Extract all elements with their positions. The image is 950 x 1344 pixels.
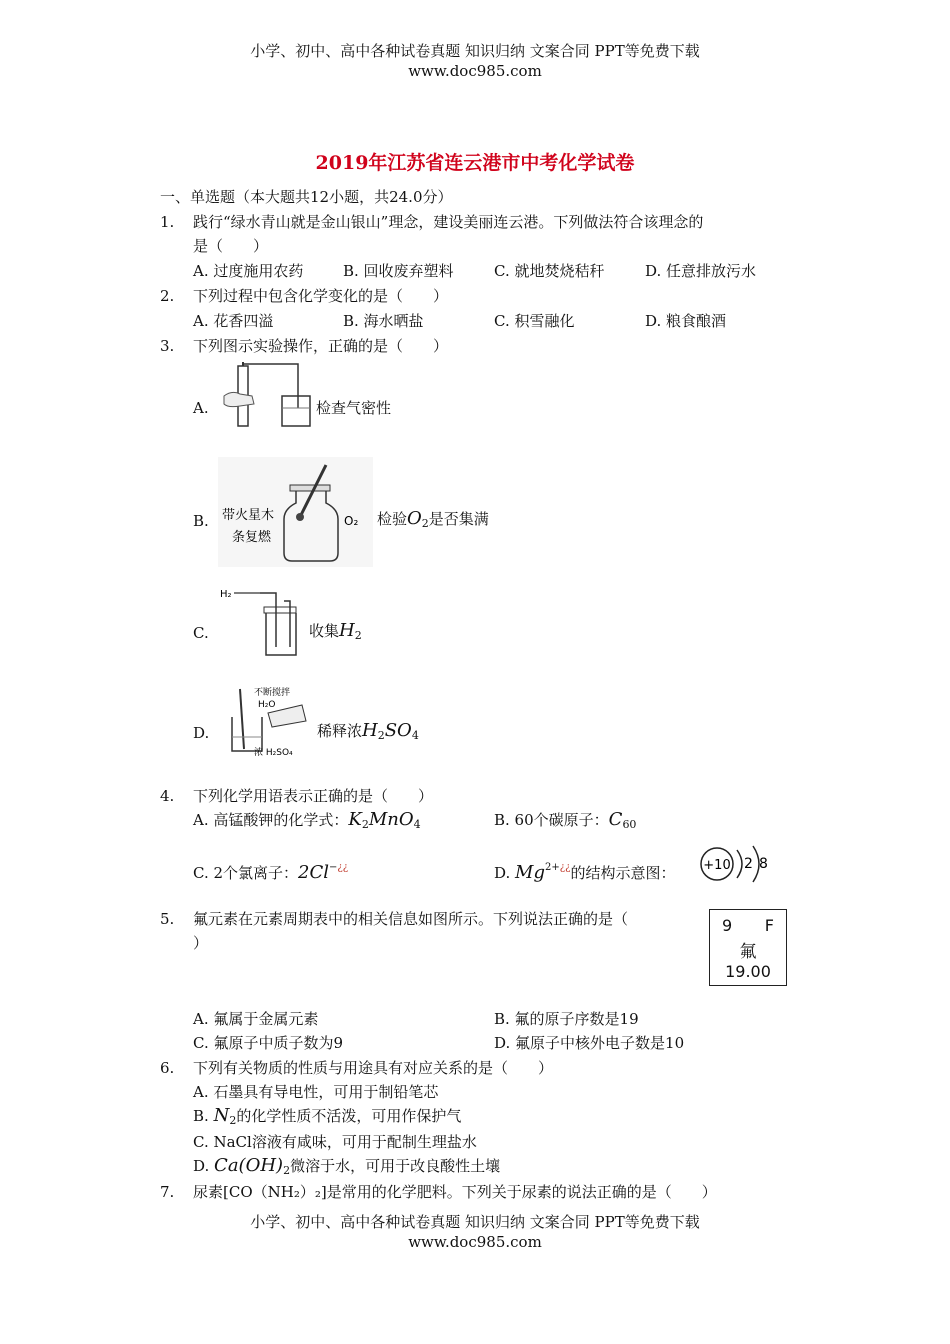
q3-option-a-label[interactable]: A. bbox=[193, 399, 209, 417]
q6-option-c[interactable]: C. NaCl溶液有咸味，可用于配制生理盐水 bbox=[193, 1133, 477, 1151]
q6-d-pre: D. bbox=[193, 1157, 210, 1175]
q7-stem: 尿素[CO（NH₂）₂]是常用的化学肥料。下列关于尿素的说法正确的是（ ） bbox=[193, 1183, 717, 1201]
fig-acid-label: 浓 H₂SO₄ bbox=[254, 748, 293, 758]
q6-option-b[interactable] bbox=[193, 1105, 461, 1132]
q6-stem: 下列有关物质的性质与用途具有对应关系的是（ ） bbox=[193, 1059, 554, 1077]
q4-a-s1: 2 bbox=[361, 818, 369, 831]
fig-label-2: 条复燃 bbox=[232, 530, 272, 545]
q6-d-s: 2 bbox=[283, 1164, 291, 1177]
q3-option-b-label[interactable]: B. bbox=[193, 512, 209, 530]
q4-c-junk: ¿¿ bbox=[337, 862, 349, 873]
q6-b-post: 的化学性质不活泼，可用作保护气 bbox=[236, 1107, 462, 1125]
q3-option-b-text bbox=[377, 508, 489, 535]
q4-option-b[interactable] bbox=[494, 809, 636, 836]
periodic-table-tile bbox=[709, 909, 787, 986]
q3-option-d-label[interactable]: D. bbox=[193, 724, 210, 742]
q2-option-c[interactable]: C. 积雪融化 bbox=[494, 312, 575, 330]
gas-collection-figure bbox=[218, 585, 303, 657]
q4-option-a[interactable] bbox=[193, 809, 421, 836]
q4-d-pre: D. bbox=[494, 864, 511, 882]
fig-stir-label: 不断搅拌 bbox=[254, 688, 291, 698]
q1-option-c[interactable]: C. 就地焚烧秸秆 bbox=[494, 262, 605, 280]
q3-option-d-text bbox=[317, 720, 419, 747]
q2-number: 2. bbox=[160, 287, 175, 305]
q6-option-a[interactable]: A. 石墨具有导电性，可用于制铅笔芯 bbox=[193, 1083, 439, 1101]
q3-option-c-label[interactable]: C. bbox=[193, 624, 209, 642]
dilution-figure bbox=[218, 685, 318, 760]
q6-b-pre: B. bbox=[193, 1107, 209, 1125]
atomic-structure-diagram bbox=[697, 838, 775, 890]
q5-stem: 氟元素在元素周期表中的相关信息如图所示。下列说法正确的是（ bbox=[193, 910, 629, 928]
section-heading: 一、单选题（本大题共12小题，共24.0分） bbox=[160, 188, 453, 206]
fig-label-1: 带火星木 bbox=[222, 508, 275, 523]
q3-stem: 下列图示实验操作，正确的是（ ） bbox=[193, 337, 449, 355]
q3-b-text-post: 是否集满 bbox=[428, 510, 489, 528]
airtightness-apparatus-figure bbox=[218, 360, 313, 430]
q6-option-d[interactable] bbox=[193, 1155, 500, 1182]
q5-option-c[interactable]: C. 氟原子中质子数为9 bbox=[193, 1034, 344, 1052]
q3-b-text-pre: 检验 bbox=[377, 510, 408, 528]
q1-option-b[interactable]: B. 回收废弃塑料 bbox=[343, 262, 454, 280]
oxygen-bottle-figure bbox=[218, 457, 373, 567]
fig-h2-label: H₂ bbox=[220, 589, 232, 600]
q5-number: 5. bbox=[160, 910, 175, 928]
fig-water-label: H₂O bbox=[258, 700, 276, 710]
q3-c-sub: 2 bbox=[354, 629, 362, 642]
q4-b-f: C bbox=[608, 809, 623, 830]
q3-d-s1: 2 bbox=[377, 729, 385, 742]
q2-option-b[interactable]: B. 海水晒盐 bbox=[343, 312, 424, 330]
header-line-1: 小学、初中、高中各种试卷真题 知识归纳 文案合同 PPT等免费下载 bbox=[250, 42, 700, 60]
q6-d-post: 微溶于水，可用于改良酸性土壤 bbox=[290, 1157, 501, 1175]
q4-a-f1: K bbox=[348, 809, 362, 830]
nucleus-charge: +10 bbox=[703, 858, 731, 873]
q4-c-text: C. 2个氯离子： bbox=[193, 864, 299, 882]
q4-option-d[interactable] bbox=[494, 857, 676, 884]
q4-d-post: 的结构示意图： bbox=[570, 864, 676, 882]
q4-d-f: Mg bbox=[515, 862, 545, 883]
q6-number: 6. bbox=[160, 1059, 175, 1077]
q4-number: 4. bbox=[160, 787, 175, 805]
fig-gas-label: O₂ bbox=[344, 514, 359, 528]
q3-b-sub: 2 bbox=[421, 517, 429, 530]
q4-a-s2: 4 bbox=[413, 818, 421, 831]
atomic-number: 9 bbox=[722, 916, 733, 935]
q4-d-sup: 2+ bbox=[545, 862, 560, 873]
q3-d-f2: SO bbox=[384, 720, 412, 741]
q3-number: 3. bbox=[160, 337, 175, 355]
q1-stem: 践行“绿水青山就是金山银山”理念，建设美丽连云港。下列做法符合该理念的 bbox=[193, 213, 704, 231]
q2-option-a[interactable]: A. 花香四溢 bbox=[193, 312, 274, 330]
header-line-2[interactable]: www.doc985.com bbox=[408, 62, 542, 80]
q2-stem: 下列过程中包含化学变化的是（ ） bbox=[193, 287, 449, 305]
q3-d-f1: H bbox=[362, 720, 378, 741]
footer-line-2[interactable]: www.doc985.com bbox=[408, 1233, 542, 1251]
q1-stem-cont: 是（ ） bbox=[193, 237, 269, 255]
q4-c-f: 2Cl bbox=[298, 862, 330, 883]
q3-b-formula: O bbox=[407, 508, 422, 529]
atomic-mass: 19.00 bbox=[725, 962, 771, 981]
q4-b-text: B. 60个碳原子： bbox=[494, 811, 609, 829]
element-name: 氟 bbox=[739, 942, 757, 962]
q3-c-formula: H bbox=[339, 620, 355, 641]
q6-b-s: 2 bbox=[229, 1114, 237, 1127]
q4-a-f2: MnO bbox=[368, 809, 414, 830]
q1-option-d[interactable]: D. 任意排放污水 bbox=[645, 262, 757, 280]
q3-option-a-text: 检查气密性 bbox=[316, 399, 392, 417]
q3-option-c-text bbox=[309, 620, 362, 647]
element-symbol: F bbox=[764, 916, 774, 935]
shell-1-electrons: 2 bbox=[744, 856, 753, 872]
q4-stem: 下列化学用语表示正确的是（ ） bbox=[193, 787, 434, 805]
page-title: 2019年江苏省连云港市中考化学试卷 bbox=[315, 152, 635, 174]
q5-option-b[interactable]: B. 氟的原子序数是19 bbox=[494, 1010, 639, 1028]
q1-number: 1. bbox=[160, 213, 175, 231]
q5-stem-cont: ） bbox=[193, 934, 209, 952]
q6-b-f: N bbox=[213, 1105, 230, 1126]
footer-line-1: 小学、初中、高中各种试卷真题 知识归纳 文案合同 PPT等免费下载 bbox=[250, 1213, 700, 1231]
q6-d-f: Ca(OH) bbox=[214, 1155, 284, 1176]
q1-option-a[interactable]: A. 过度施用农药 bbox=[193, 262, 304, 280]
q5-option-a[interactable]: A. 氟属于金属元素 bbox=[193, 1010, 319, 1028]
q3-d-text: 稀释浓 bbox=[317, 722, 363, 740]
q2-option-d[interactable]: D. 粮食酿酒 bbox=[645, 312, 727, 330]
q4-b-s: 60 bbox=[622, 818, 637, 831]
q5-option-d[interactable]: D. 氟原子中核外电子数是10 bbox=[494, 1034, 685, 1052]
q7-number: 7. bbox=[160, 1183, 175, 1201]
q4-d-junk: ¿¿ bbox=[559, 862, 571, 873]
q4-a-text: A. 高锰酸钾的化学式： bbox=[193, 811, 349, 829]
shell-2-electrons: 8 bbox=[759, 856, 768, 872]
q3-d-s2: 4 bbox=[411, 729, 419, 742]
q4-option-c[interactable] bbox=[193, 857, 348, 884]
q3-c-text: 收集 bbox=[309, 622, 340, 640]
q4-c-sup: − bbox=[329, 862, 338, 873]
